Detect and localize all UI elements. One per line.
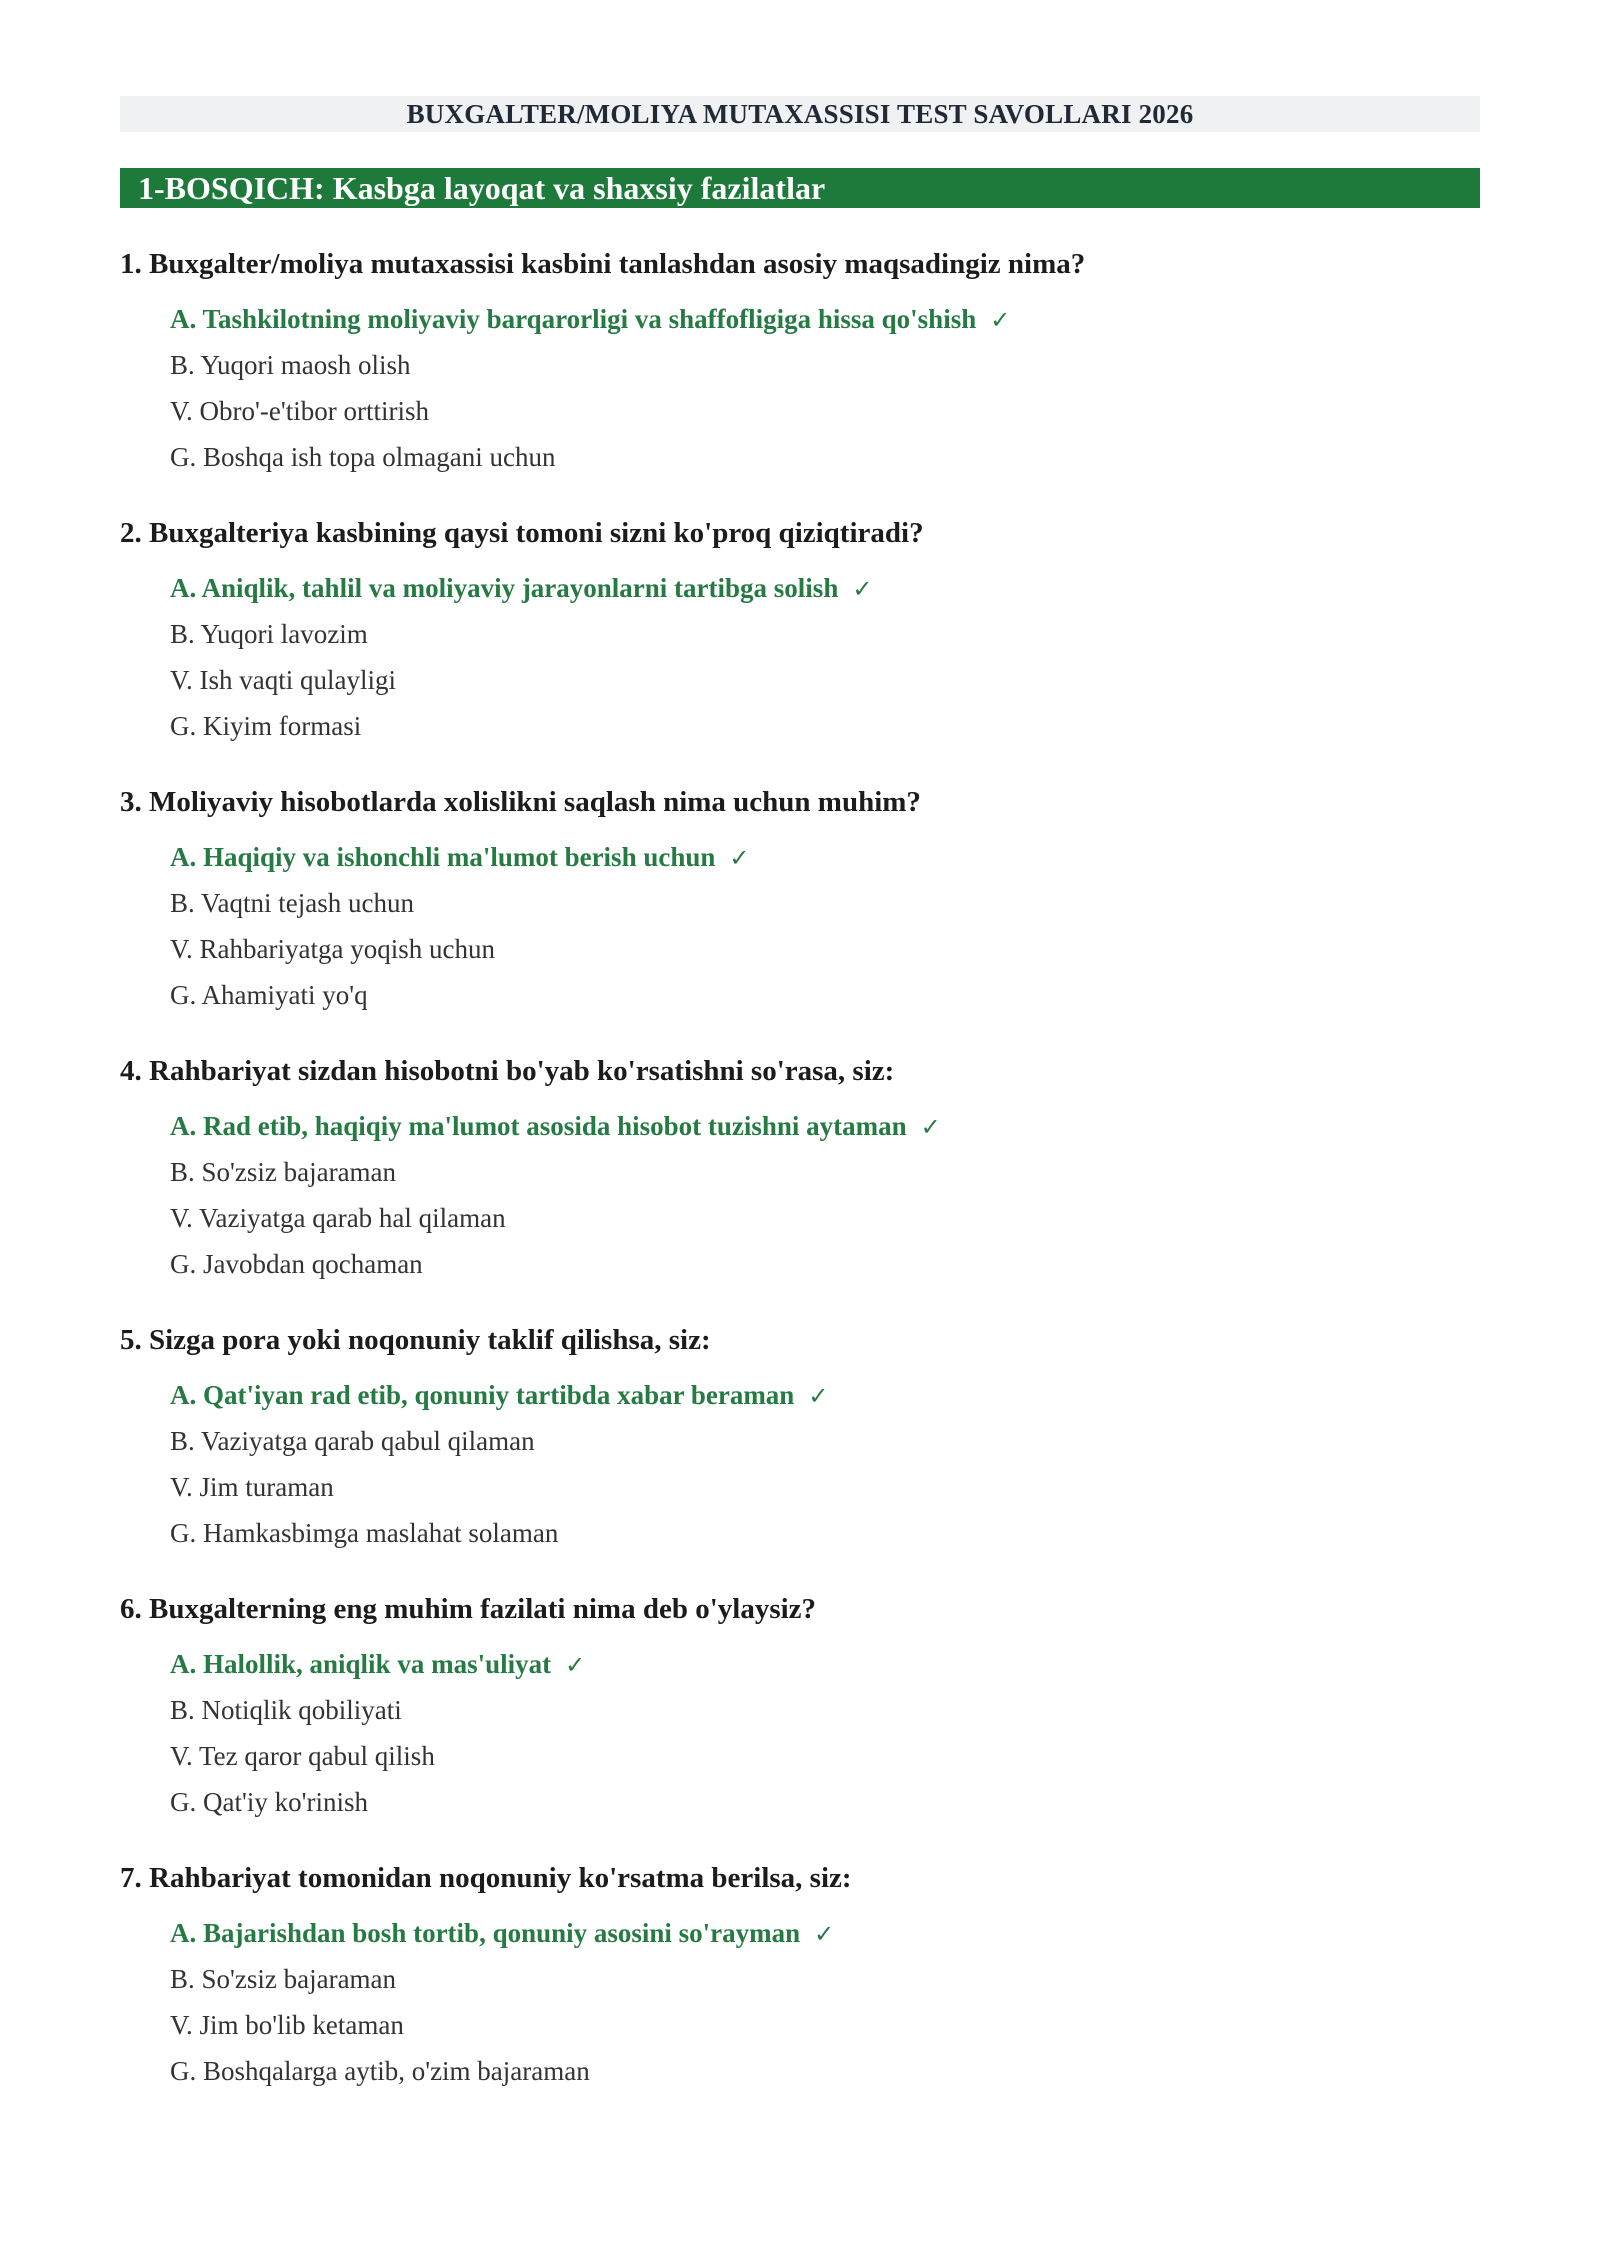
option-item: V. Jim turaman	[170, 1472, 334, 1502]
check-icon: ✓	[990, 306, 1011, 334]
option-correct	[170, 1641, 1480, 1687]
option-item: G. Javobdan qochaman	[170, 1249, 423, 1279]
option-item: V. Jim bo'lib ketaman	[170, 2010, 404, 2040]
check-icon: ✓	[814, 1920, 835, 1948]
question-6	[120, 1591, 1480, 1860]
option-item: V. Vaziyatga qarab hal qilaman	[170, 1203, 506, 1233]
check-icon: ✓	[920, 1113, 941, 1141]
check-icon: ✓	[565, 1651, 586, 1679]
option-correct	[170, 1910, 1480, 1956]
option-label: A. Bajarishdan bosh tortib, qonuniy asosini so'rayman	[170, 1918, 801, 1948]
check-icon: ✓	[808, 1382, 829, 1410]
option-list	[120, 1641, 1480, 1825]
question-text: 1. Buxgalter/moliya mutaxassisi kasbini tanlashdan asosiy maqsadingiz nima?	[120, 248, 1086, 280]
option-list	[120, 1372, 1480, 1556]
check-icon: ✓	[852, 575, 873, 603]
option-correct	[170, 1103, 1480, 1149]
option-label: A. Haqiqiy va ishonchli ma'lumot berish uchun	[170, 842, 716, 872]
question-text: 5. Sizga pora yoki noqonuniy taklif qilishsa, siz:	[120, 1324, 711, 1356]
question-5	[120, 1322, 1480, 1591]
option-item: V. Ish vaqti qulayligi	[170, 665, 396, 695]
document-title: BUXGALTER/MOLIYA MUTAXASSISI TEST SAVOLLARI 2026	[120, 96, 1480, 132]
option-label: A. Aniqlik, tahlil va moliyaviy jarayonlarni tartibga solish	[170, 573, 839, 603]
question-text: 3. Moliyaviy hisobotlarda xolislikni saqlash nima uchun muhim?	[120, 786, 921, 818]
question-7	[120, 1860, 1480, 2129]
option-item: B. So'zsiz bajaraman	[170, 1964, 397, 1994]
section-header: 1-BOSQICH: Kasbga layoqat va shaxsiy fazilatlar	[120, 168, 1480, 208]
option-label: A. Qat'iyan rad etib, qonuniy tartibda xabar beraman	[170, 1380, 795, 1410]
option-item: G. Boshqa ish topa olmagani uchun	[170, 442, 556, 472]
option-correct	[170, 296, 1480, 342]
question-text: 6. Buxgalterning eng muhim fazilati nima deb o'ylaysiz?	[120, 1593, 817, 1625]
option-item: G. Qat'iy ko'rinish	[170, 1787, 368, 1817]
question-2	[120, 515, 1480, 784]
question-text: 4. Rahbariyat sizdan hisobotni bo'yab ko'rsatishni so'rasa, siz:	[120, 1055, 895, 1087]
option-item: B. Yuqori maosh olish	[170, 350, 411, 380]
option-item: G. Kiyim formasi	[170, 711, 362, 741]
option-item: G. Hamkasbimga maslahat solaman	[170, 1518, 559, 1548]
option-item: G. Ahamiyati yo'q	[170, 980, 368, 1010]
option-list	[120, 1103, 1480, 1287]
option-correct	[170, 565, 1480, 611]
question-3	[120, 784, 1480, 1053]
option-item: B. Notiqlik qobiliyati	[170, 1695, 402, 1725]
option-list	[120, 565, 1480, 749]
question-text: 7. Rahbariyat tomonidan noqonuniy ko'rsatma berilsa, siz:	[120, 1862, 852, 1894]
option-correct	[170, 834, 1480, 880]
option-list	[120, 296, 1480, 480]
option-item: G. Boshqalarga aytib, o'zim bajaraman	[170, 2056, 590, 2086]
question-text: 2. Buxgalteriya kasbining qaysi tomoni sizni ko'proq qiziqtiradi?	[120, 517, 924, 549]
option-item: B. Yuqori lavozim	[170, 619, 368, 649]
check-icon: ✓	[729, 844, 750, 872]
document-page	[120, 96, 1480, 2129]
option-item: V. Rahbariyatga yoqish uchun	[170, 934, 495, 964]
option-label: A. Rad etib, haqiqiy ma'lumot asosida hisobot tuzishni aytaman	[170, 1111, 907, 1141]
question-4	[120, 1053, 1480, 1322]
option-list	[120, 834, 1480, 1018]
option-label: A. Tashkilotning moliyaviy barqarorligi va shaffofligiga hissa qo'shish	[170, 304, 977, 334]
option-item: B. Vaziyatga qarab qabul qilaman	[170, 1426, 535, 1456]
option-item: B. So'zsiz bajaraman	[170, 1157, 397, 1187]
option-label: A. Halollik, aniqlik va mas'uliyat	[170, 1649, 552, 1679]
question-1	[120, 246, 1480, 515]
question-list	[120, 246, 1480, 2129]
option-list	[120, 1910, 1480, 2094]
option-item: B. Vaqtni tejash uchun	[170, 888, 414, 918]
option-item: V. Obro'-e'tibor orttirish	[170, 396, 429, 426]
option-item: V. Tez qaror qabul qilish	[170, 1741, 435, 1771]
option-correct	[170, 1372, 1480, 1418]
